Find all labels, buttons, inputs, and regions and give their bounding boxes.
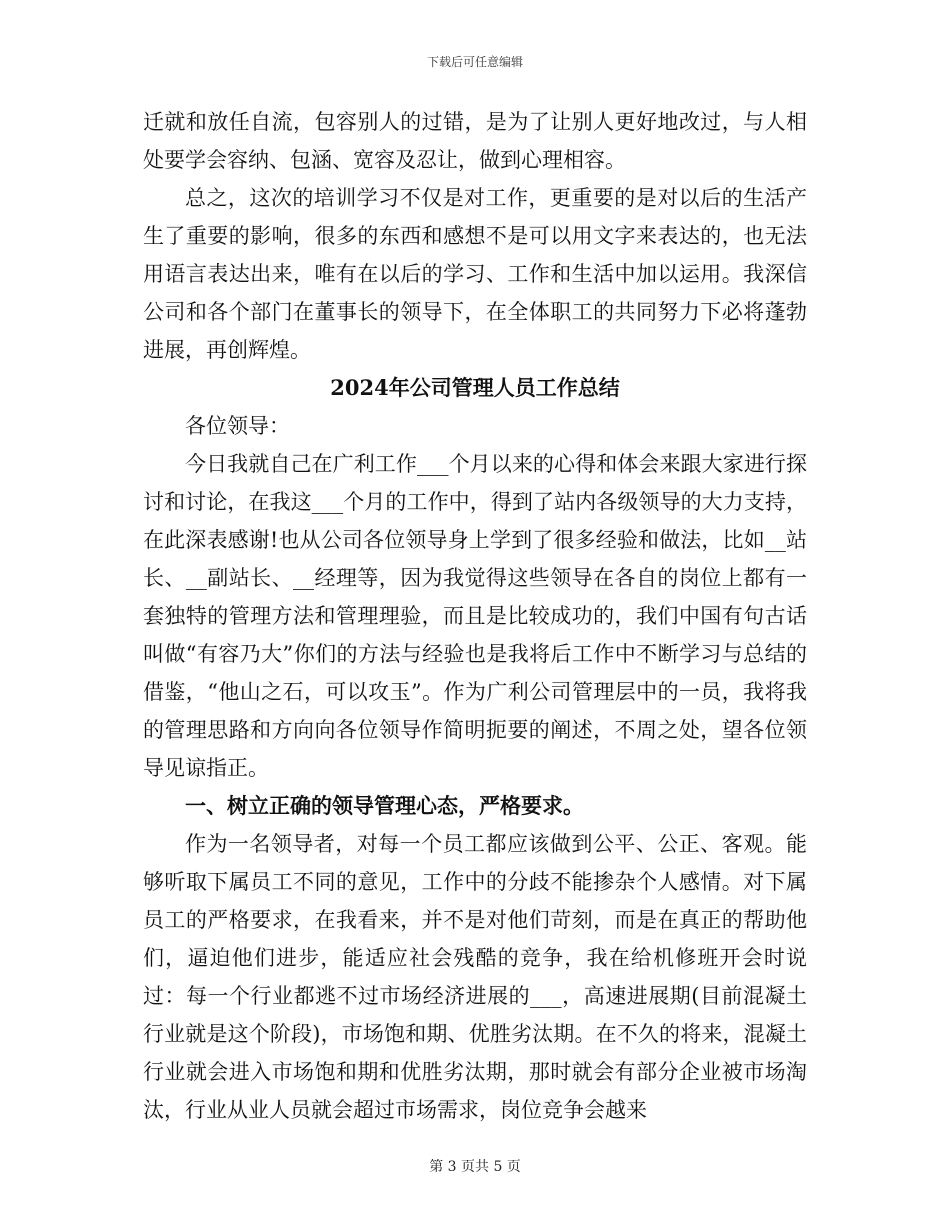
page-header: 下载后可任意编辑 <box>426 55 523 69</box>
paragraph-continuation: 迁就和放任自流，包容别人的过错，是为了让别人更好地改过，与人相处要学会容纳、包涵、宽容及忍让，做到心理相容。 <box>143 110 807 172</box>
salutation: 各位领导： <box>185 414 290 438</box>
paragraph-intro: 今日我就自己在广利工作___个月以来的心得和体会来跟大家进行探讨和讨论，在我这___个月的工作中，得到了站内各级领导的大力支持，在此深表感谢!也从公司各位领导身上学到了很多经验和做法，比如__站长、__副站长、__经理等，因为我觉得这些领导在各自的岗位上都有一套独特的管理方法和管理理验，而且是比较成功的，我们中国有句古话叫做“有容乃大”你们的方法与经验也是我将后工作中不断学习与总结的借鉴，“他山之石，可以攻玉”。作为广利公司管理层中的一员，我将我的管理思路和方向向各位领导作简明扼要的阐述，不周之处，望各位领导见谅指正。 <box>143 452 807 780</box>
document-body <box>143 103 807 1129</box>
section-heading-1: 一、树立正确的领导管理心态，严格要求。 <box>185 793 584 818</box>
page-footer: 第 3 页共 5 页 <box>429 1159 521 1175</box>
document-title: 2024年公司管理人员工作总结 <box>330 375 620 400</box>
paragraph-section-1: 作为一名领导者，对每一个员工都应该做到公平、公正、客观。能够听取下属员工不同的意见，工作中的分歧不能掺杂个人感情。对下属员工的严格要求，在我看来，并不是对他们苛刻，而是在真正的帮助他们，逼迫他们进步，能适应社会残酷的竞争，我在给机修班开会时说过：每一个行业都逃不过市场经济进展的___，高速进展期(目前混凝土行业就是这个阶段)，市场饱和期、优胜劣汰期。在不久的将来，混凝土行业就会进入市场饱和期和优胜劣汰期，那时就会有部分企业被市场淘汰，行业从业人员就会超过市场需求，岗位竞争会越来 <box>143 832 807 1122</box>
paragraph-conclusion: 总之，这次的培训学习不仅是对工作，更重要的是对以后的生活产生了重要的影响，很多的东西和感想不是可以用文字来表达的，也无法用语言表达出来，唯有在以后的学习、工作和生活中加以运用。我深信公司和各个部门在董事长的领导下，在全体职工的共同努力下必将蓬勃进展，再创辉煌。 <box>143 186 807 362</box>
